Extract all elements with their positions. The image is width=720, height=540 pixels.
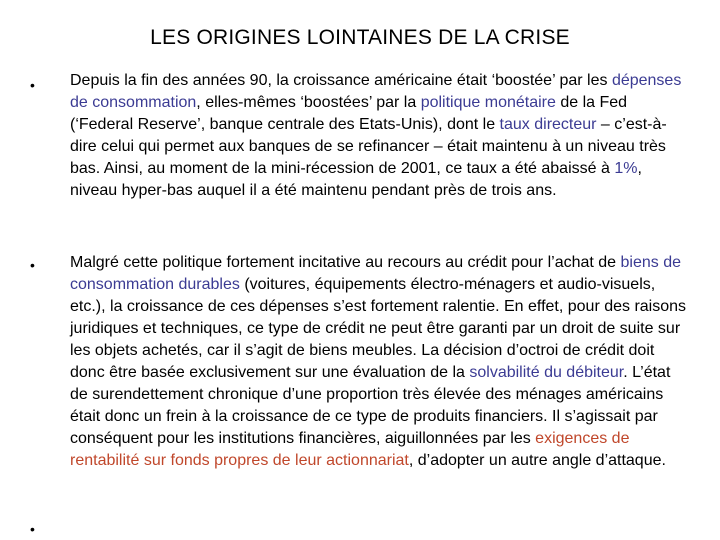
slide-title: LES ORIGINES LOINTAINES DE LA CRISE	[150, 26, 570, 49]
text-segment: (voitures, équipements électro-ménagers et audio-visuels, etc.), la croissance de ces dépenses s’est fortement ralentie. En effet, pour des raisons juridiques et techniques, ce type de crédit ne peut être garanti par un droit de suite sur les objets achetés, car il s’agit de biens meubles. La décision d’octroi de crédit doit donc être basée exclusivement sur une évaluation de la	[70, 276, 687, 381]
bullet-1: •	[30, 77, 35, 93]
text-segment: , elles-mêmes ‘boostées’ par la	[196, 94, 421, 111]
text-segment: , d’adopter un autre angle d’attaque.	[408, 452, 666, 469]
highlight-consumption-spending: dépenses de consommation	[70, 72, 682, 111]
highlight-key-rate: taux directeur	[499, 116, 597, 133]
highlight-debtor-solvency: solvabilité du débiteur	[469, 364, 624, 381]
bullet-2: •	[30, 257, 35, 273]
highlight-rate-value: 1%	[614, 160, 638, 177]
text-segment: . L’état de surendettement chronique d’une proportion très élevée des ménages américains était donc un frein à la croissance de ce type de produits financiers. Il s’agissait par conséquent pour les institutions financières, aiguillonnées par les	[70, 364, 671, 447]
text-segment: , niveau hyper-bas auquel il a été maintenu pendant près de trois ans.	[70, 160, 642, 199]
highlight-durable-goods: biens de consommation durables	[70, 254, 682, 293]
highlight-monetary-policy: politique monétaire	[420, 94, 556, 111]
text-segment: Depuis la fin des années 90, la croissance américaine était ‘boostée’ par les	[70, 72, 612, 89]
text-segment: – c’est-à-dire celui qui permet aux banques de se refinancer – était maintenu à un niveau très bas. Ainsi, au moment de la mini-récession de 2001, ce taux a été abaissé à	[70, 116, 667, 177]
bullet-3: •	[30, 521, 35, 537]
highlight-profitability-requirements: exigences de rentabilité sur fonds propres de leur actionnariat	[70, 430, 630, 469]
paragraph-1	[70, 70, 690, 202]
text-segment: Malgré cette politique fortement incitative au recours au crédit pour l’achat de	[70, 254, 621, 271]
text-segment: de la Fed (‘Federal Reserve’, banque centrale des Etats-Unis), dont le	[70, 94, 628, 133]
paragraph-2	[70, 252, 690, 472]
